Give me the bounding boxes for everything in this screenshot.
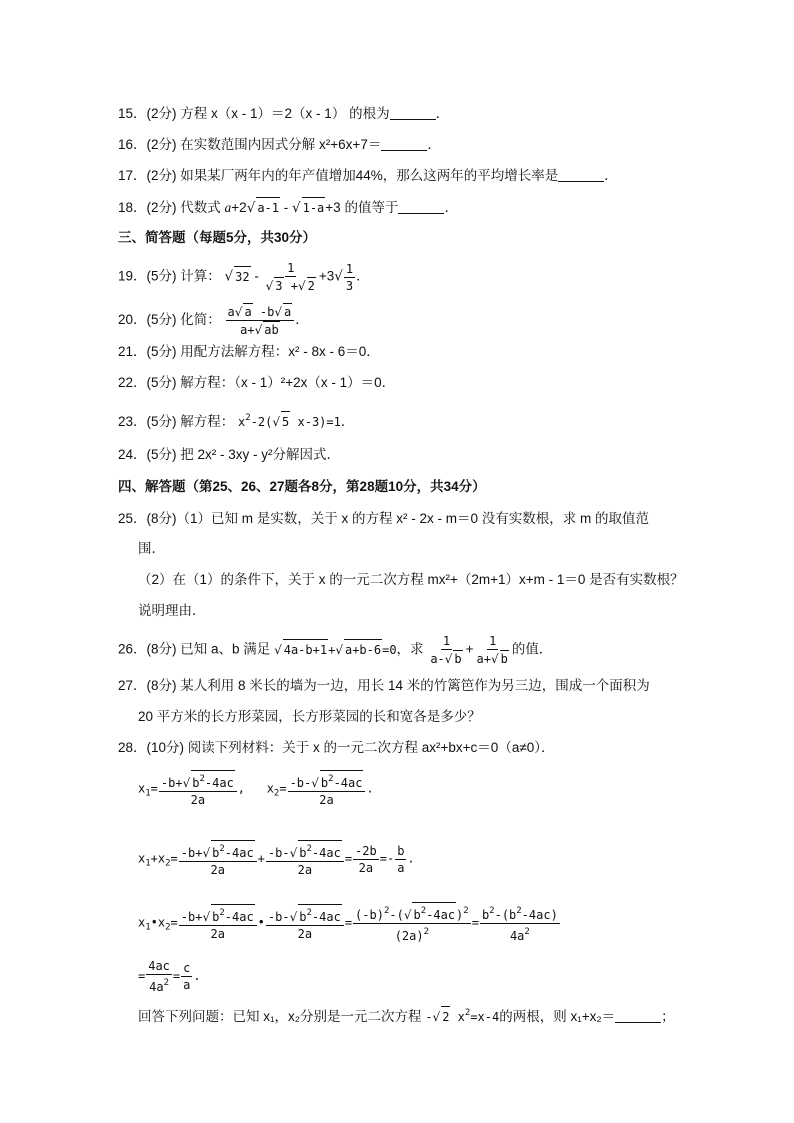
q28-sum-formula: $x_1+x_2=$ $\frac{-b+√ b^2-4ac}{2a}$ + $\frac{-b-√ b^2-4ac}{2a}$ = $\frac{-2b}{2a}$ =- $\frac{b}{a}$ . [138,840,415,878]
question-26: 26．(8分) 已知 a、b 满足 √ 4a-b+1+√ a+b-6=0，求 $\frac{1}{a-√ b}$ + $\frac{1}{a+√ b}$ 的值． [118,634,553,666]
q17-text: 17．(2分) 如果某厂两年内的年产值增加44%，那么这两年的平均增长率是 [118,168,559,183]
q26-fraction-1: $\frac{1}{a-√ b}$ [430,634,462,666]
q15-tail: 的根为 [349,106,390,121]
q26-fraction-2: $\frac{1}{a+√ b}$ [476,634,508,666]
q28-equation: -√ 2 $x^2=x-4$ [425,1010,499,1024]
answer-blank[interactable] [381,136,427,151]
question-22: 22．(5分) 解方程：（x - 1）²+2x（x - 1）＝0． [118,375,396,390]
q18-expression: a+2√ a-1 - √ 1-a+3 [225,200,341,215]
q28-product-formula: $x_1•x_2=$ $\frac{-b+√ b^2-4ac}{2a}$ • $\frac{-b-√ b^2-4ac}{2a}$ = $\frac{(-b)^2-(√ b^2-4ac)^2}{(2a)^2}$ = $\frac{b^2-(b^2-4ac)}{4a^2}$ [138,902,561,944]
question-18: 18．(2分) 代数式 a+2√ a-1 - √ 1-a+3 的值等于 ． [118,197,458,218]
question-25-line-1: 25．(8分)（1）已知 m 是实数，关于 x 的方程 x² - 2x - m＝0 没有实数根，求 m 的取值范 [118,511,650,526]
answer-blank[interactable] [398,199,444,214]
q16-expression: x²+6x+7＝ [319,137,382,152]
q15-head: 15．(2分) 方程 [118,106,208,121]
question-28-intro: 28．(10分) 阅读下列材料：关于 x 的一元二次方程 ax²+bx+c＝0（a≠0）． [118,740,555,755]
q26-condition: √ 4a-b+1+√ a+b-6=0 [274,643,396,657]
question-21: 21．(5分) 用配方法解方程：x² - 8x - 6＝0． [118,344,380,359]
q19-fraction: $\frac{1}{√ 3 +√ 2}$ [265,261,315,293]
q28-root-formulas: $x_1=$ $\frac{-b+√ b^2-4ac}{2a}$ , $x_2=$ $\frac{-b-√ b^2-4ac}{2a}$ . [138,770,374,808]
question-20: 20．(5分) 化简： $\frac{a√ a -b√ a}{a+√ ab}$ ． [118,305,309,337]
answer-blank[interactable] [558,167,604,182]
answer-blank[interactable] [390,105,436,120]
answer-blank[interactable] [615,1008,661,1023]
section-3-heading: 三、简答题（每题5分，共30分） [118,230,317,245]
question-27-line-1: 27．(8分) 某人利用 8 米长的墙为一边，用长 14 米的竹篱笆作为另三边，围成一个面积为 [118,678,650,693]
question-25-line-4: 说明理由． [138,603,206,618]
q20-fraction: $\frac{a√ a -b√ a}{a+√ ab}$ [226,303,295,338]
question-15: 15．(2分) 方程 x（x - 1）＝2（x - 1） 的根为 ． [118,106,450,121]
question-23: 23．(5分) 解方程： $x^2-2(√$ 5 x-3)=1． [118,408,354,432]
question-17: 17．(2分) 如果某厂两年内的年产值增加44%，那么这两年的平均增长率是 ． [118,168,618,183]
question-27-line-2: 20 平方米的长方形菜园，长方形菜园的长和宽各是多少？ [138,709,481,724]
q16-head: 16．(2分) 在实数范围内因式分解 [118,137,316,152]
question-25-line-2: 围． [138,541,165,556]
question-16: 16．(2分) 在实数范围内因式分解 x²+6x+7＝ ． [118,137,441,152]
question-19: 19．(5分) 计算： √ 32 - $\frac{1}{√ 3 +√ 2}$ +3√ $\frac{1}{3}$ ． [118,261,370,293]
q15-equation: x（x - 1）＝2（x - 1） [211,106,346,121]
question-24: 24．(5分) 把 2x² - 3xy - y²分解因式． [118,447,341,462]
section-4-heading: 四、解答题（第25、26、27题各8分，第28题10分，共34分） [118,479,486,494]
q28-product-result: = $\frac{4ac}{4a^2}$ = $\frac{c}{a}$ . [138,959,201,994]
q23-equation: $x^2-2(√$ 5 x-3)=1 [238,415,341,429]
question-25-line-3: （2）在（1）的条件下，关于 x 的一元二次方程 mx²+（2m+1）x+m - 1＝0 是否有实数根？ [138,572,684,587]
q28-question: 回答下列问题：已知 x₁，x₂分别是一元二次方程 -√ 2 $x^2=x-4$的两根，则 x₁+x₂＝ ； [138,1003,675,1027]
